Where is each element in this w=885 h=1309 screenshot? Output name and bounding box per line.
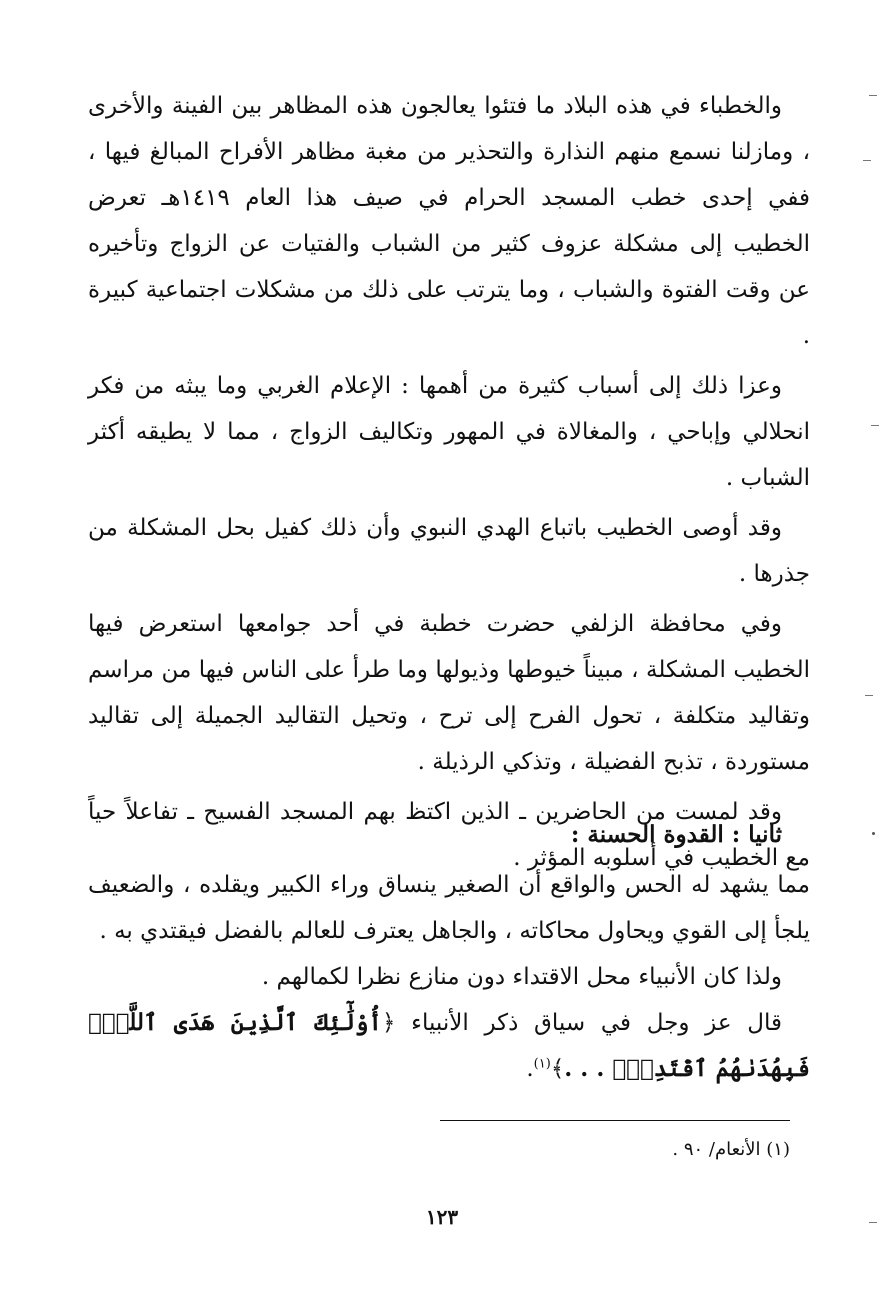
paragraph: وعزا ذلك إلى أسباب كثيرة من أهمها : الإعلام الغربي وما يبثه من فكر انحلالي وإباحي ، والمغالاة في المهور وتكاليف الزواج ، مما لا يطيقه أكثر الشباب . [88, 373, 810, 491]
footnote-divider [440, 1120, 790, 1121]
section-heading: ثانيا : القدوة الحسنة : [570, 821, 782, 848]
footnote: (١) الأنعام/ ٩٠ . [672, 1139, 790, 1160]
quran-paragraph [88, 1000, 810, 1092]
margin-mark [869, 95, 877, 96]
margin-mark [871, 425, 879, 426]
ornate-bracket-close: ﴾ [550, 1056, 565, 1082]
margin-mark [865, 695, 873, 696]
margin-mark [863, 160, 871, 161]
paragraph: ولذا كان الأنبياء محل الاقتداء دون منازع نظرا لكمالهم . [261, 964, 782, 990]
margin-mark [869, 1222, 877, 1223]
quran-verse: أُوْلَٰٓئِكَ ٱلَّذِينَ هَدَى ٱللَّهُۖ فَبِهُدَىٰهُمُ ٱقْتَدِهْۗ . . . [88, 1009, 810, 1082]
sentence-end: . [526, 1056, 534, 1082]
footnote-reference: (١) [533, 1056, 551, 1072]
page-number: ١٢٣ [425, 1205, 459, 1229]
paragraph: مما يشهد له الحس والواقع أن الصغير ينساق وراء الكبير ويقلده ، والضعيف يلجأ إلى القوي ويحاول محاكاته ، والجاهل يعترف للعالم بالفضل فيقتدي به . [88, 872, 810, 944]
paragraph: وقد أوصى الخطيب باتباع الهدي النبوي وأن ذلك كفيل بحل المشكلة من جذرها . [88, 515, 810, 587]
quran-intro: قال عز وجل في سياق ذكر الأنبياء [411, 1010, 783, 1036]
section-text [88, 862, 810, 1092]
paragraph: والخطباء في هذه البلاد ما فتئوا يعالجون هذه المظاهر بين الفينة والأخرى ، ومازلنا نسمع منهم النذارة والتحذير من مغبة مظاهر الأفراح المبالغ فيها ، ففي إحدى خطب المسجد الحرام في صيف هذا العام ١٤١٩هـ تعرض الخطيب إلى مشكلة عزوف كثير من الشباب والفتيات عن الزواج وتأخيره عن وقت الفتوة والشباب ، وما يترتب على ذلك من مشكلات اجتماعية كبيرة . [88, 93, 810, 349]
margin-dot [872, 832, 875, 835]
paragraph: وفي محافظة الزلفي حضرت خطبة في أحد جوامعها استعرض فيها الخطيب المشكلة ، مبيناً خيوطها وذيولها وما طرأ على الناس فيها من مراسم وتقاليد متكلفة ، تحول الفرح إلى ترح ، وتحيل التقاليد الجميلة إلى تقاليد مستوردة ، تذبح الفضيلة ، وتذكي الرذيلة . [88, 611, 810, 775]
paragraph: وقد لمست من الحاضرين ـ الذين اكتظ بهم المسجد الفسيح ـ تفاعلاً حياً مع الخطيب في أسلوبه المؤثر . [88, 799, 810, 871]
ornate-bracket-open: ﴿ [381, 1010, 396, 1036]
main-text [88, 83, 810, 881]
